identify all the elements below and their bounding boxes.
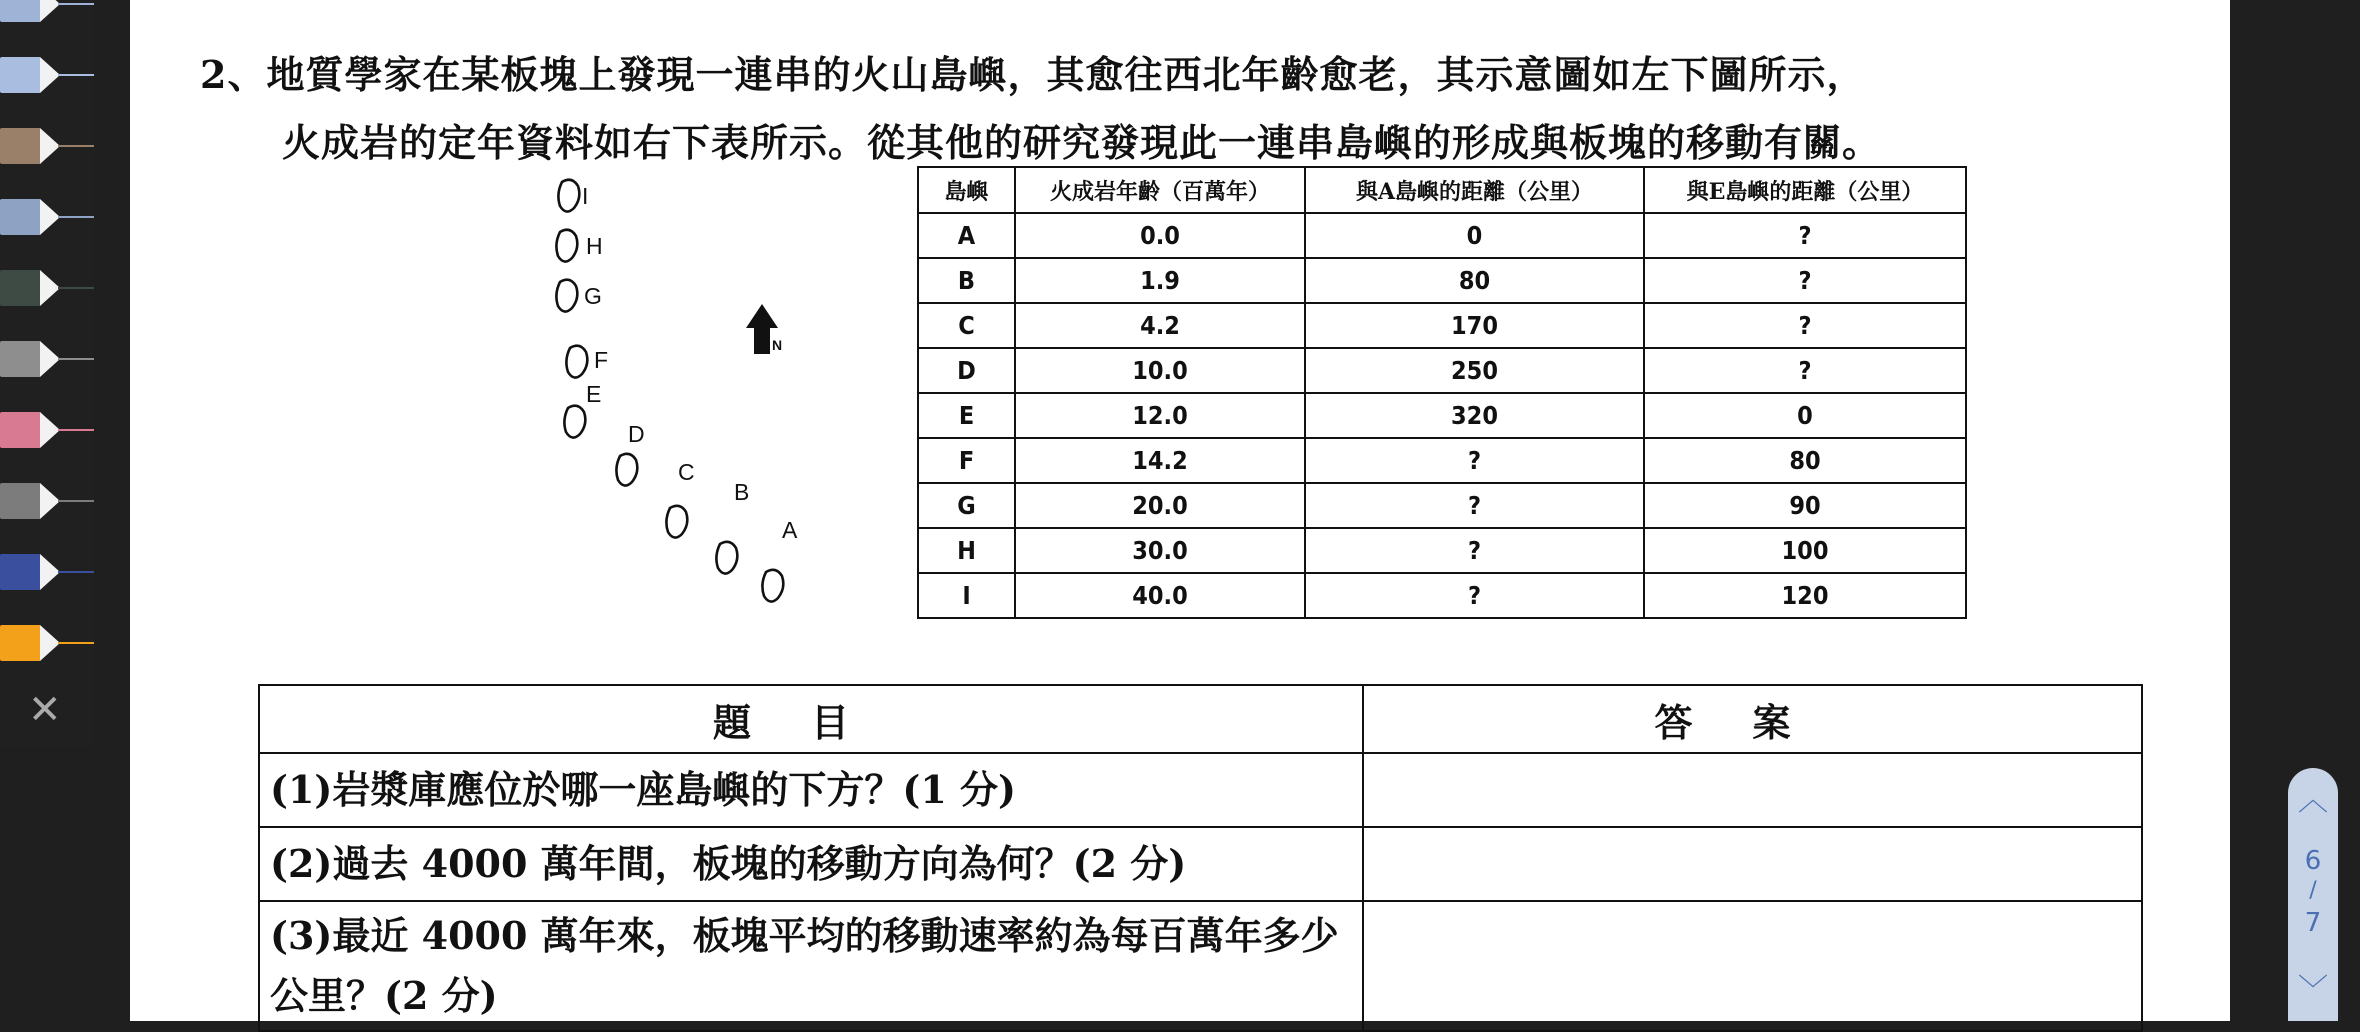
pen-navy-icon[interactable] xyxy=(0,550,96,594)
cell-age: 30.0 xyxy=(1015,528,1305,573)
island-label-H: H xyxy=(586,233,603,259)
pen-tip xyxy=(40,270,60,306)
pen-body xyxy=(0,57,40,93)
cell-distance-e: 120 xyxy=(1644,573,1966,618)
answer-cell-2[interactable] xyxy=(1363,827,2142,901)
answer-row xyxy=(259,901,2142,1031)
cell-distance-a: ? xyxy=(1305,528,1644,573)
question-1: (1)岩漿庫應位於哪一座島嶼的下方？(1 分) xyxy=(259,753,1363,827)
current-page: 6 xyxy=(2304,846,2322,876)
cell-age: 1.9 xyxy=(1015,258,1305,303)
document-page xyxy=(130,0,2230,1021)
pen-pink-icon[interactable] xyxy=(0,408,96,452)
page-separator: / xyxy=(2309,878,2317,903)
cell-island: E xyxy=(918,393,1015,438)
table-row xyxy=(918,528,1966,573)
cell-island: G xyxy=(918,483,1015,528)
cell-age: 10.0 xyxy=(1015,348,1305,393)
pen-body xyxy=(0,483,40,519)
answer-table xyxy=(258,684,2143,1032)
pen-body xyxy=(0,554,40,590)
pen-stroke-sample xyxy=(58,287,94,289)
answer-cell-3[interactable] xyxy=(1363,901,2142,1031)
table-row xyxy=(918,303,1966,348)
pen-tip xyxy=(40,0,60,22)
island-label-I: I xyxy=(582,183,589,209)
pen-stroke-sample xyxy=(58,571,94,573)
table-row xyxy=(918,573,1966,618)
cell-island: D xyxy=(918,348,1015,393)
column-header-island: 島嶼 xyxy=(918,167,1015,213)
header-question: 題目 xyxy=(259,685,1363,753)
island-D xyxy=(616,454,637,486)
pen-stroke-sample xyxy=(58,3,94,5)
island-label-A: A xyxy=(782,517,798,543)
table-row xyxy=(918,483,1966,528)
island-I xyxy=(558,180,579,212)
pen-tip xyxy=(40,341,60,377)
pen-body xyxy=(0,0,40,22)
table-row xyxy=(918,438,1966,483)
answer-header-row xyxy=(259,685,2142,753)
pen-blue-grey-icon[interactable] xyxy=(0,195,96,239)
cell-distance-a: 250 xyxy=(1305,348,1644,393)
pen-blue-light-icon[interactable] xyxy=(0,0,96,26)
column-header-distance-a: 與A島嶼的距離（公里） xyxy=(1305,167,1644,213)
pen-stroke-sample xyxy=(58,429,94,431)
cell-island: C xyxy=(918,303,1015,348)
pen-tip xyxy=(40,554,60,590)
dating-data-table xyxy=(917,166,1967,619)
question-2: (2)過去 4000 萬年間，板塊的移動方向為何？(2 分) xyxy=(259,827,1363,901)
cell-distance-e: ? xyxy=(1644,213,1966,258)
pen-body xyxy=(0,199,40,235)
table-header-row xyxy=(918,167,1966,213)
pen-brown-icon[interactable] xyxy=(0,124,96,168)
total-pages: 7 xyxy=(2304,908,2322,938)
island-label-F: F xyxy=(594,347,609,373)
pen-tip xyxy=(40,199,60,235)
cell-distance-a: ? xyxy=(1305,438,1644,483)
cell-distance-e: 0 xyxy=(1644,393,1966,438)
north-arrow-icon xyxy=(746,304,782,354)
answer-row xyxy=(259,827,2142,901)
pen-orange-icon[interactable] xyxy=(0,621,96,665)
cell-age: 4.2 xyxy=(1015,303,1305,348)
pen-stroke-sample xyxy=(58,216,94,218)
close-icon[interactable]: ✕ xyxy=(28,687,62,733)
island-label-B: B xyxy=(734,479,750,505)
chevron-up-icon[interactable]: ︿ xyxy=(2298,783,2328,818)
island-A xyxy=(762,570,783,602)
north-label: N xyxy=(772,337,783,353)
pen-body xyxy=(0,341,40,377)
island-label-D: D xyxy=(628,421,645,447)
pen-grey-dark-icon[interactable] xyxy=(0,479,96,523)
answer-row xyxy=(259,753,2142,827)
pen-dark-green-icon[interactable] xyxy=(0,266,96,310)
cell-distance-a: 320 xyxy=(1305,393,1644,438)
island-label-C: C xyxy=(678,459,695,485)
cell-distance-e: 90 xyxy=(1644,483,1966,528)
page-navigator xyxy=(2288,768,2338,1021)
pen-tip xyxy=(40,483,60,519)
island-C xyxy=(666,506,687,538)
island-map xyxy=(490,170,960,620)
island-F xyxy=(566,346,587,378)
question-text-line-2: 火成岩的定年資料如右下表所示。從其他的研究發現此一連串島嶼的形成與板塊的移動有關。 xyxy=(282,120,1882,165)
pen-grey-icon[interactable] xyxy=(0,337,96,381)
cell-island: A xyxy=(918,213,1015,258)
pen-stroke-sample xyxy=(58,145,94,147)
cell-distance-e: ? xyxy=(1644,258,1966,303)
island-H xyxy=(556,230,577,262)
pen-stroke-sample xyxy=(58,642,94,644)
cell-age: 14.2 xyxy=(1015,438,1305,483)
cell-island: I xyxy=(918,573,1015,618)
cell-distance-a: 80 xyxy=(1305,258,1644,303)
pen-body xyxy=(0,412,40,448)
pen-tip xyxy=(40,128,60,164)
pen-stroke-sample xyxy=(58,74,94,76)
cell-age: 12.0 xyxy=(1015,393,1305,438)
cell-distance-a: 170 xyxy=(1305,303,1644,348)
pen-stroke-sample xyxy=(58,358,94,360)
pen-tip xyxy=(40,57,60,93)
pen-blue-pale-icon[interactable] xyxy=(0,53,96,97)
cell-distance-e: 100 xyxy=(1644,528,1966,573)
column-header-distance-e: 與E島嶼的距離（公里） xyxy=(1644,167,1966,213)
header-answer: 答案 xyxy=(1363,685,2142,753)
question-3: (3)最近 4000 萬年來，板塊平均的移動速率約為每百萬年多少公里？(2 分) xyxy=(259,901,1363,1031)
island-label-E: E xyxy=(586,381,602,407)
cell-distance-a: ? xyxy=(1305,483,1644,528)
pen-tip xyxy=(40,412,60,448)
cell-age: 0.0 xyxy=(1015,213,1305,258)
cell-distance-a: 0 xyxy=(1305,213,1644,258)
pen-body xyxy=(0,270,40,306)
chevron-down-icon[interactable]: ﹀ xyxy=(2298,973,2328,1008)
pen-toolbar xyxy=(0,0,94,748)
table-row xyxy=(918,213,1966,258)
answer-cell-1[interactable] xyxy=(1363,753,2142,827)
island-label-G: G xyxy=(584,283,602,309)
cell-distance-e: 80 xyxy=(1644,438,1966,483)
cell-island: F xyxy=(918,438,1015,483)
cell-distance-e: ? xyxy=(1644,303,1966,348)
pen-tip xyxy=(40,625,60,661)
cell-distance-e: ? xyxy=(1644,348,1966,393)
table-row xyxy=(918,393,1966,438)
cell-island: H xyxy=(918,528,1015,573)
island-G xyxy=(556,280,577,312)
pen-stroke-sample xyxy=(58,500,94,502)
cell-distance-a: ? xyxy=(1305,573,1644,618)
cell-island: B xyxy=(918,258,1015,303)
question-text-line-1: 2、地質學家在某板塊上發現一連串的火山島嶼，其愈往西北年齡愈老，其示意圖如左下圖所示， xyxy=(200,52,1866,97)
pen-body xyxy=(0,625,40,661)
table-row xyxy=(918,258,1966,303)
table-row xyxy=(918,348,1966,393)
pen-body xyxy=(0,128,40,164)
cell-age: 40.0 xyxy=(1015,573,1305,618)
cell-age: 20.0 xyxy=(1015,483,1305,528)
column-header-age: 火成岩年齡（百萬年） xyxy=(1015,167,1305,213)
island-B xyxy=(716,542,737,574)
island-E xyxy=(564,406,585,438)
